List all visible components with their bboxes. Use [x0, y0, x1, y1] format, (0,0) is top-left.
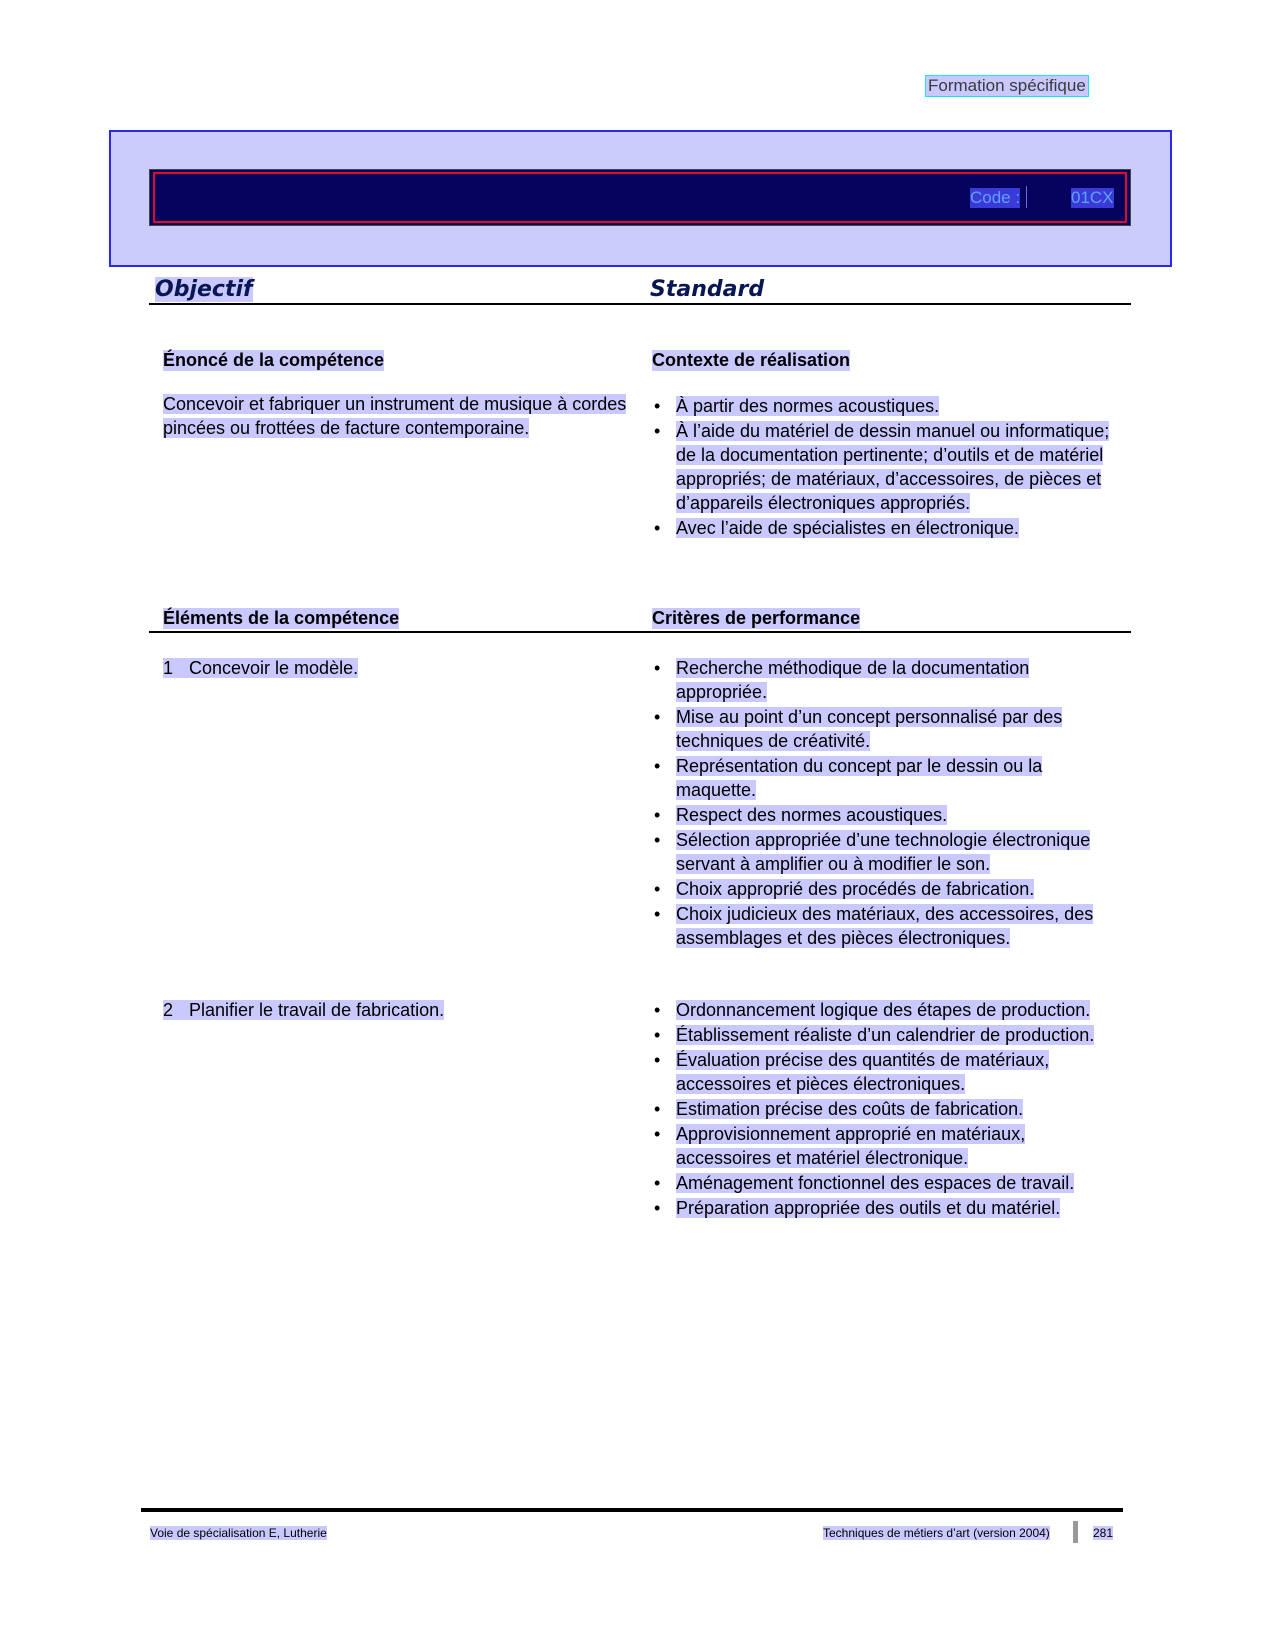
criteria-item: • Évaluation précise des quantités de matériaux, accessoires et pièces électroniques.: [654, 1048, 1118, 1096]
code-label: Code :: [970, 188, 1021, 207]
context-list: [654, 394, 1118, 541]
element-row: [163, 656, 633, 680]
criteria-list: [654, 998, 1118, 1221]
elements-heading: Éléments de la compétence: [163, 608, 400, 628]
element-label: Planifier le travail de fabrication.: [189, 1000, 445, 1020]
criteria-item: • Aménagement fonctionnel des espaces de travail.: [654, 1171, 1118, 1195]
statement-heading: Énoncé de la compétence: [163, 350, 385, 370]
criteria-item: • Choix judicieux des matériaux, des accessoires, des assemblages et des pièces électroniques.: [654, 902, 1118, 950]
element-number: 1: [163, 658, 174, 678]
criteria-item: • Choix approprié des procédés de fabrication.: [654, 877, 1118, 901]
criteria-item: • Estimation précise des coûts de fabrication.: [654, 1097, 1118, 1121]
context-item: • Avec l’aide de spécialistes en électronique.: [654, 516, 1118, 540]
code-value: 01CX: [1071, 188, 1114, 207]
footer-rule: [141, 1508, 1123, 1512]
page-header-section: Formation spécifique: [928, 76, 1086, 95]
criteria-heading: Critères de performance: [652, 608, 861, 628]
code-separator: [1026, 186, 1027, 208]
criteria-item: • Représentation du concept par le dessin ou la maquette.: [654, 754, 1118, 802]
criteria-item: • Préparation appropriée des outils et du matériel.: [654, 1196, 1118, 1220]
criteria-item: • Mise au point d’un concept personnalisé par des techniques de créativité.: [654, 705, 1118, 753]
heading-rule: [149, 303, 1131, 305]
criteria-item: • Respect des normes acoustiques.: [654, 803, 1118, 827]
criteria-item: • Approvisionnement approprié en matériaux, accessoires et matériel électronique.: [654, 1122, 1118, 1170]
criteria-item: • Recherche méthodique de la documentation appropriée.: [654, 656, 1118, 704]
statement-text: Concevoir et fabriquer un instrument de musique à cordes pincées ou frottées de facture contemporaine.: [163, 394, 627, 438]
context-item: • À l’aide du matériel de dessin manuel ou informatique; de la documentation pertinente; d’outils et de matériel appropriés; de matériaux, d’accessoires, de pièces et d’appareils électroniques appropriés.: [654, 419, 1118, 515]
footer-program: Voie de spécialisation E, Lutherie: [150, 1526, 327, 1540]
footer-document-title: Techniques de métiers d’art (version 2004): [823, 1526, 1050, 1540]
element-row: [163, 998, 633, 1022]
criteria-item: • Établissement réaliste d’un calendrier de production.: [654, 1023, 1118, 1047]
element-number: 2: [163, 1000, 174, 1020]
criteria-item: • Ordonnancement logique des étapes de production.: [654, 998, 1118, 1022]
criteria-list: [654, 656, 1118, 951]
context-item: • À partir des normes acoustiques.: [654, 394, 1118, 418]
column-heading-objectif: Objectif: [155, 277, 253, 302]
column-heading-standard: Standard: [650, 277, 765, 302]
element-label: Concevoir le modèle.: [189, 658, 359, 678]
elements-rule: [149, 631, 1131, 633]
context-heading: Contexte de réalisation: [652, 350, 851, 370]
criteria-item: • Sélection appropriée d’une technologie électronique servant à amplifier ou à modifier le son.: [654, 828, 1118, 876]
footer-separator: [1073, 1521, 1078, 1543]
page-number: 281: [1093, 1526, 1114, 1540]
